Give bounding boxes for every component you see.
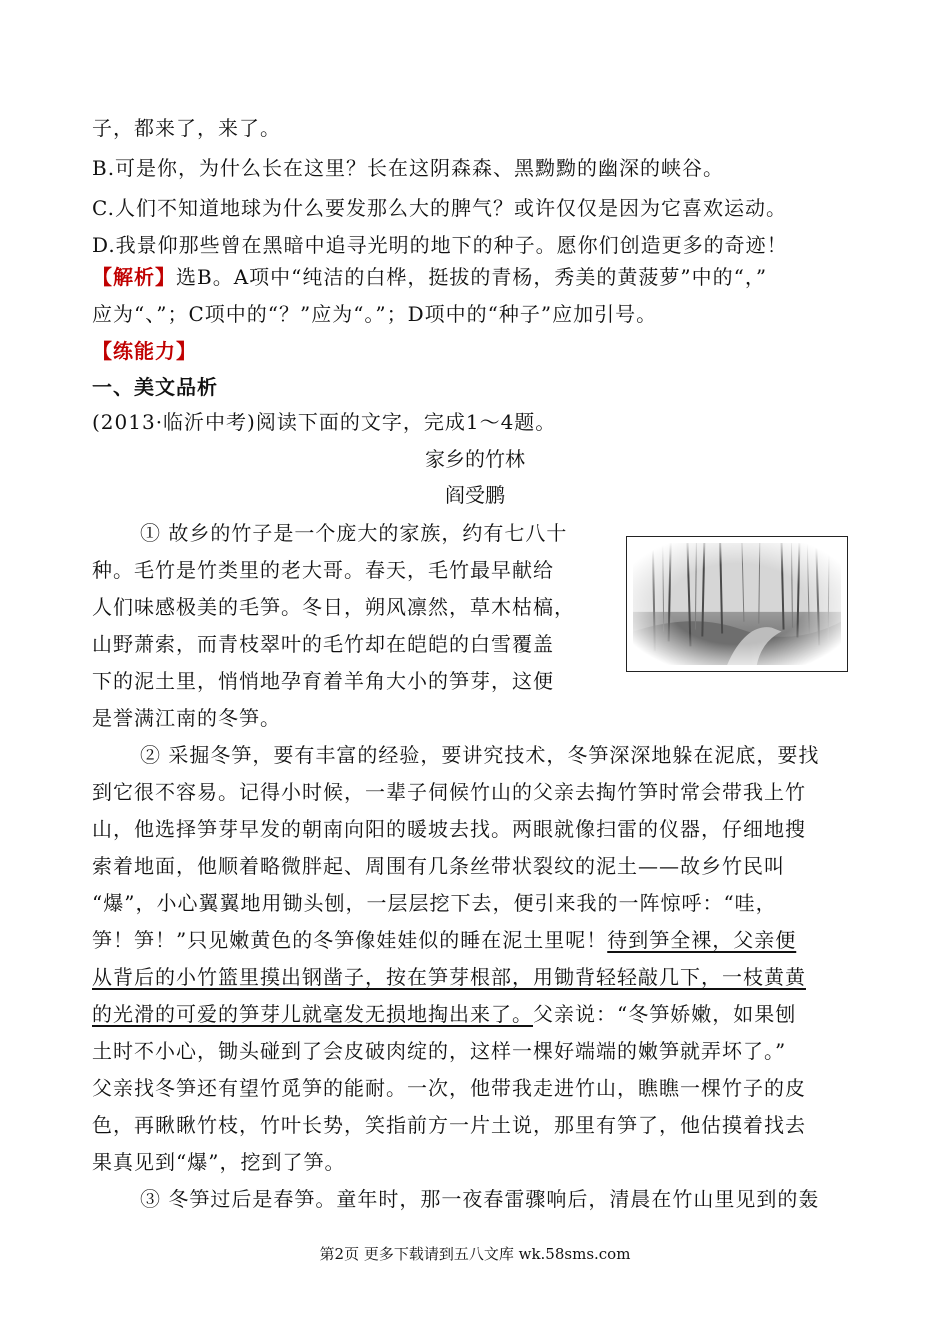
part-heading: 一、美文品析 [92,375,218,399]
reading-intro: (2013·临沂中考)阅读下面的文字，完成1～4题。 [92,410,557,434]
p3-line-1: ③ 冬笋过后是春笋。童年时，那一夜春雷骤响后，清晨在竹山里见到的轰 [140,1187,820,1211]
analysis-line-1 [92,262,767,292]
bamboo-forest-image [633,543,841,665]
option-d: D.我景仰那些曾在黑暗中追寻光明的地下的种子。愿你们创造更多的奇迹！ [92,233,788,257]
underlined-sentence-middle: 从背后的小竹篮里摸出钢凿子，按在笋芽根部，用锄背轻轻敲几下，一枝黄黄 [92,965,806,989]
p1-line-2: 种。毛竹是竹类里的老大哥。春天，毛竹最早献给 [92,558,554,582]
section-heading: 【练能力】 [92,339,197,363]
option-a-tail: 子，都来了，来了。 [92,116,281,140]
underlined-sentence-start: 待到笋全裸，父亲便 [607,928,797,952]
p2-line-1: ② 采掘冬笋，要有丰富的经验，要讲究技术，冬笋深深地躲在泥底，要找 [140,743,820,767]
p2-line-12: 果真见到“爆”，挖到了笋。 [92,1150,346,1174]
option-b: B.可是你，为什么长在这里？长在这阴森森、黑黝黝的幽深的峡谷。 [92,156,725,180]
p2-line-9: 土时不小心，锄头碰到了会皮破肉绽的，这样一棵好端端的嫩笋就弄坏了。” [92,1039,787,1063]
p2-line-8-text: 父亲说：“冬笋娇嫩，如果刨 [533,1002,797,1026]
p2-line-4: 索着地面，他顺着略微胖起、周围有几条丝带状裂纹的泥土——故乡竹民叫 [92,854,785,878]
p2-line-3: 山，他选择笋芽早发的朝南向阳的暖坡去找。两眼就像扫雷的仪器，仔细地搜 [92,817,806,841]
article-title: 家乡的竹林 [425,447,525,471]
p2-line-6-text: 笋！笋！”只见嫩黄色的冬笋像娃娃似的睡在泥土里呢！ [92,928,608,952]
p2-line-6 [92,925,862,955]
p2-line-10: 父亲找冬笋还有望竹觅笋的能耐。一次，他带我走进竹山，瞧瞧一棵竹子的皮 [92,1076,806,1100]
page-footer: 第2页 更多下载请到五八文库 wk.58sms.com [319,1245,631,1263]
option-c: C.人们不知道地球为什么要发那么大的脾气？或许仅仅是因为它喜欢运动。 [92,196,787,220]
p1-line-5: 下的泥土里，悄悄地孕育着羊角大小的笋芽，这便 [92,669,554,693]
analysis-text-1: 选B。A项中“纯洁的白桦，挺拔的青杨，秀美的黄菠萝”中的“，” [176,265,768,289]
p1-line-1: ① 故乡的竹子是一个庞大的家族，约有七八十 [140,521,568,545]
underlined-sentence-end: 的光滑的可爱的笋芽儿就毫发无损地掏出来了。 [92,1002,533,1026]
analysis-line-2: 应为“、”；C项中的“？”应为“。”；D项中的“种子”应加引号。 [92,302,658,326]
analysis-tag: 【解析】 [92,265,176,289]
p1-line-4: 山野萧索，而青枝翠叶的毛竹却在皑皑的白雪覆盖 [92,632,554,656]
p1-line-6: 是誉满江南的冬笋。 [92,706,281,730]
p2-line-11: 色，再瞅瞅竹枝，竹叶长势，笑指前方一片土说，那里有笋了，他估摸着找去 [92,1113,806,1137]
bamboo-forest-photo [626,536,848,672]
p2-line-2: 到它很不容易。记得小时候，一辈子伺候竹山的父亲去掏竹笋时常会带我上竹 [92,780,806,804]
p2-line-8 [92,999,862,1029]
p1-line-3: 人们味感极美的毛笋。冬日，朔风凛然，草木枯槁， [92,595,575,619]
article-author: 阎受鹏 [445,483,505,507]
p2-line-5: “爆”，小心翼翼地用锄头刨，一层层挖下去，便引来我的一阵惊呼：“哇， [92,891,777,915]
